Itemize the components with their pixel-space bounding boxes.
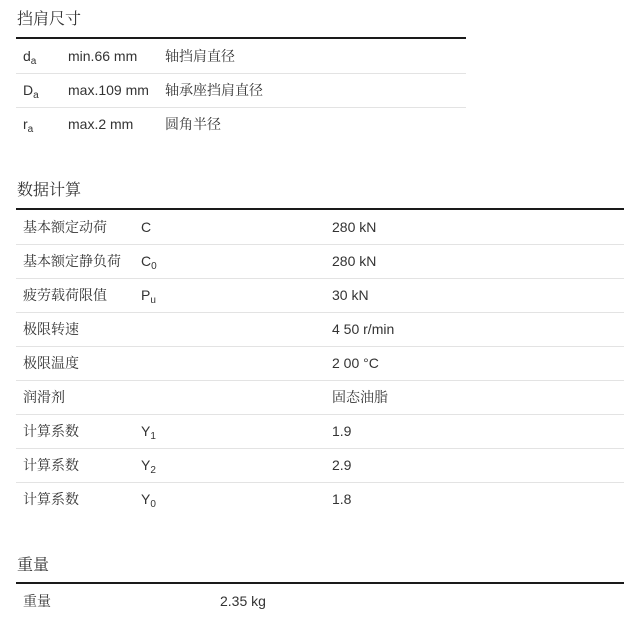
dimension-description: 圆角半径 xyxy=(165,116,221,132)
calculation-label: 计算系数 xyxy=(23,491,79,507)
calculation-value: 280 kN xyxy=(332,253,377,269)
calculation-section-title: 数据计算 xyxy=(17,182,82,199)
dimension-symbol: $D_a$ xyxy=(23,82,39,101)
dimension-symbol: $r_a$ xyxy=(23,116,34,135)
dimension-description: 轴挡肩直径 xyxy=(165,48,235,64)
calculation-label: 计算系数 xyxy=(23,423,79,439)
dimension-symbol: $d_a$ xyxy=(23,48,37,67)
calculation-label: 基本额定静负荷 xyxy=(23,253,121,269)
calculation-label: 疲劳载荷限值 xyxy=(23,287,107,303)
dimension-row xyxy=(16,73,466,108)
dimension-value: max.2 mm xyxy=(68,116,134,132)
dimension-row xyxy=(16,107,466,141)
calculation-symbol: $Y_1$ xyxy=(141,423,156,442)
calculation-row xyxy=(16,346,624,381)
calculation-label: 极限温度 xyxy=(23,355,79,371)
calculation-label: 计算系数 xyxy=(23,457,79,473)
calculation-symbol: $Y_0$ xyxy=(141,491,156,510)
calculation-label: 基本额定动荷 xyxy=(23,219,107,235)
calculation-value: 30 kN xyxy=(332,287,369,303)
calculation-label: 润滑剂 xyxy=(23,389,65,405)
dimension-value: min.66 mm xyxy=(68,48,138,64)
calculation-row xyxy=(16,244,624,279)
calculation-value: 280 kN xyxy=(332,219,377,235)
calculation-value: 固态油脂 xyxy=(332,389,388,405)
weight-value: 2.35 kg xyxy=(220,593,266,609)
dimensions-section-title: 挡肩尺寸 xyxy=(17,11,82,28)
calculation-row xyxy=(16,210,624,245)
calculation-value: 2 00 °C xyxy=(332,355,379,371)
calculation-value: 1.8 xyxy=(332,491,352,507)
calculation-row xyxy=(16,414,624,449)
weight-row xyxy=(16,584,624,618)
calculation-row xyxy=(16,312,624,347)
calculation-symbol: $P_u$ xyxy=(141,287,156,306)
calculation-row xyxy=(16,448,624,483)
weight-label: 重量 xyxy=(23,593,51,609)
calculation-symbol: C xyxy=(141,219,152,235)
calculation-row xyxy=(16,482,624,516)
dimension-row xyxy=(16,39,466,74)
weight-section-title: 重量 xyxy=(17,557,50,574)
dimension-value: max.109 mm xyxy=(68,82,149,98)
dimension-description: 轴承座挡肩直径 xyxy=(165,82,263,98)
calculation-symbol: $Y_2$ xyxy=(141,457,156,476)
calculation-symbol: $C_0$ xyxy=(141,253,157,272)
calculation-row xyxy=(16,380,624,415)
calculation-value: 1.9 xyxy=(332,423,352,439)
calculation-label: 极限转速 xyxy=(23,321,79,337)
calculation-value: 4 50 r/min xyxy=(332,321,395,337)
calculation-row xyxy=(16,278,624,313)
calculation-value: 2.9 xyxy=(332,457,352,473)
